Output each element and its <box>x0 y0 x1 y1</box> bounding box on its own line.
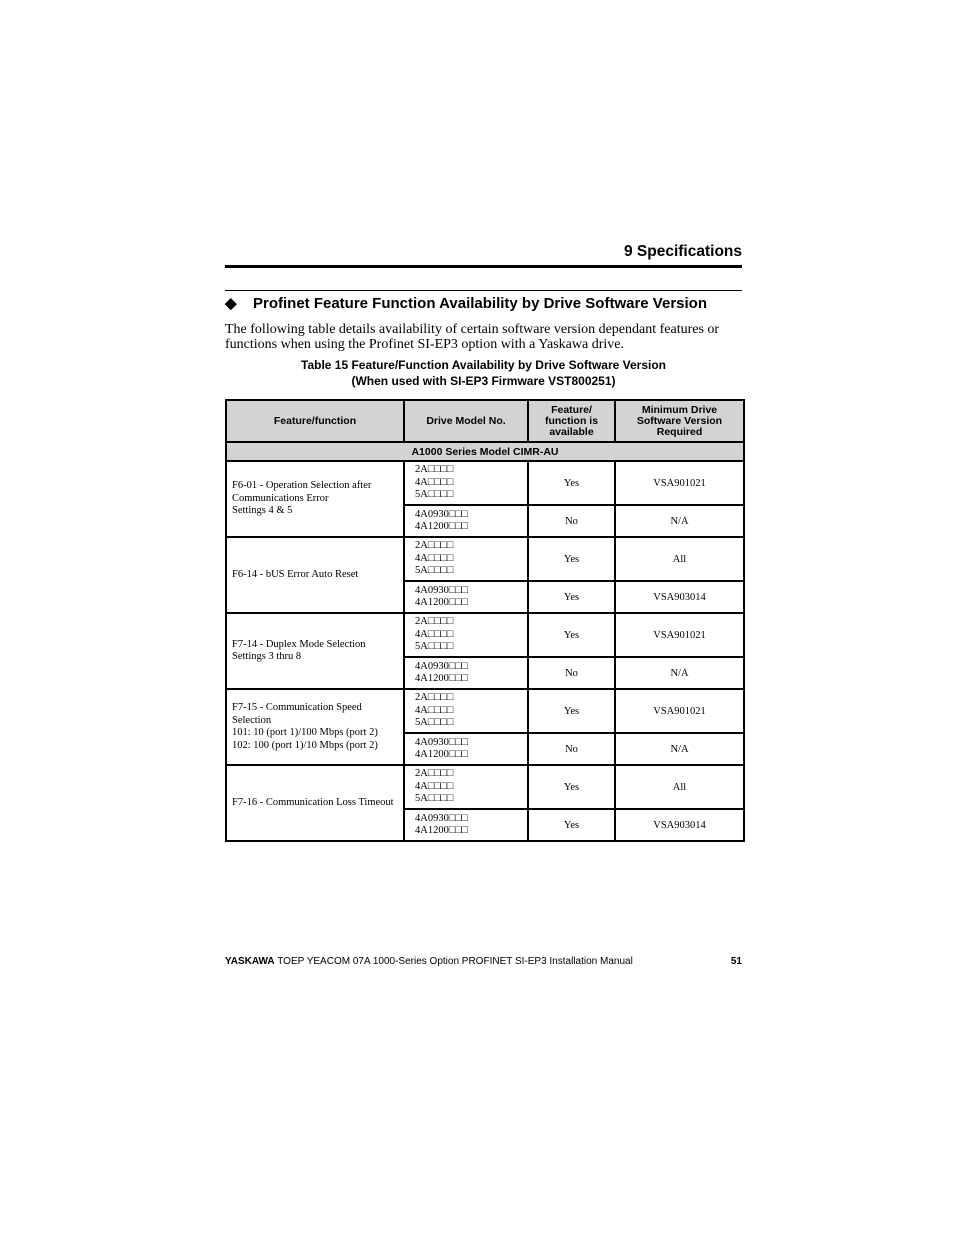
available-cell: Yes <box>528 809 615 841</box>
feature-line: 101: 10 (port 1)/100 Mbps (port 2) <box>232 727 378 738</box>
page-number: 51 <box>730 956 742 967</box>
model-cell <box>404 581 528 613</box>
model-cell <box>404 657 528 689</box>
available-cell: Yes <box>528 581 615 613</box>
feature-line: F6-01 - Operation Selection after <box>232 480 372 492</box>
version-cell: VSA901021 <box>615 461 744 505</box>
footer-text: TOEP YEACOM 07A 1000-Series Option PROFINET SI-EP3 Installation Manual <box>274 956 633 967</box>
caption-line-1: Table 15 Feature/Function Availability by Drive Software Version <box>301 358 666 372</box>
feature-cell <box>226 537 404 613</box>
footer-manual-title <box>225 956 633 967</box>
feature-line: Settings 3 thru 8 <box>232 651 302 662</box>
model-number: 4A□□□□ <box>415 552 454 564</box>
table-row <box>226 689 744 733</box>
available-cell: Yes <box>528 613 615 657</box>
model-number: 2A□□□□ <box>415 616 454 628</box>
feature-cell <box>226 613 404 689</box>
table-row <box>226 537 744 581</box>
model-cell <box>404 765 528 809</box>
model-number: 4A0930□□□ <box>415 508 468 520</box>
version-cell: N/A <box>615 505 744 537</box>
caption-line-2: (When used with SI-EP3 Firmware VST800251) <box>351 374 616 388</box>
feature-cell <box>226 765 404 841</box>
available-cell: No <box>528 733 615 765</box>
version-cell: VSA901021 <box>615 613 744 657</box>
model-cell <box>404 733 528 765</box>
header-model: Drive Model No. <box>404 400 528 442</box>
model-cell <box>404 689 528 733</box>
model-number: 4A0930□□□ <box>415 736 468 748</box>
available-cell: No <box>528 657 615 689</box>
feature-cell <box>226 689 404 765</box>
version-cell: N/A <box>615 733 744 765</box>
feature-line: Communications Error <box>232 492 329 504</box>
table-row <box>226 765 744 809</box>
model-number: 4A1200□□□ <box>415 749 468 760</box>
model-number: 4A0930□□□ <box>415 812 468 824</box>
model-number: 5A□□□□ <box>415 641 454 653</box>
model-number: 5A□□□□ <box>415 717 454 729</box>
model-number: 4A1200□□□ <box>415 521 468 532</box>
version-cell: All <box>615 765 744 809</box>
version-cell: VSA901021 <box>615 689 744 733</box>
model-number: 5A□□□□ <box>415 565 454 577</box>
version-cell: VSA903014 <box>615 809 744 841</box>
version-cell: VSA903014 <box>615 581 744 613</box>
header-rule <box>225 265 742 268</box>
header-available: Feature/ function is available <box>528 400 615 442</box>
heading-rule <box>225 290 742 291</box>
version-cell: All <box>615 537 744 581</box>
model-number: 4A1200□□□ <box>415 597 468 608</box>
available-cell: No <box>528 505 615 537</box>
header-version: Minimum Drive Software Version Required <box>615 400 744 442</box>
model-number: 2A□□□□ <box>415 540 454 552</box>
model-cell <box>404 537 528 581</box>
feature-line: Selection <box>232 714 272 726</box>
model-number: 4A1200□□□ <box>415 673 468 684</box>
model-number: 4A□□□□ <box>415 476 454 488</box>
section-header: 9 Specifications <box>623 243 742 260</box>
table-row <box>226 613 744 657</box>
table-caption <box>225 357 742 389</box>
model-cell <box>404 461 528 505</box>
feature-availability-table <box>225 399 745 842</box>
model-number: 4A0930□□□ <box>415 660 468 672</box>
model-number: 2A□□□□ <box>415 464 454 476</box>
model-number: 4A0930□□□ <box>415 584 468 596</box>
feature-line: 102: 100 (port 1)/10 Mbps (port 2) <box>232 739 378 751</box>
intro-paragraph: The following table details availability of certain software version dependant features or functions when using the Profinet SI-EP3 option with a Yaskawa drive. <box>225 322 720 352</box>
feature-line: F7-14 - Duplex Mode Selection <box>232 638 366 650</box>
footer-brand: YASKAWA <box>225 956 275 967</box>
group-label: A1000 Series Model CIMR-AU <box>226 442 744 461</box>
model-number: 4A□□□□ <box>415 704 454 716</box>
feature-cell <box>226 461 404 537</box>
feature-line: F6-14 - bUS Error Auto Reset <box>232 568 359 580</box>
available-cell: Yes <box>528 765 615 809</box>
model-number: 4A□□□□ <box>415 628 454 640</box>
feature-line: F7-15 - Communication Speed <box>232 702 362 713</box>
header-feature: Feature/function <box>226 400 404 442</box>
version-cell: N/A <box>615 657 744 689</box>
table-row <box>226 461 744 505</box>
feature-line: Settings 4 & 5 <box>232 505 293 517</box>
model-number: 5A□□□□ <box>415 793 454 805</box>
model-number: 4A1200□□□ <box>415 825 468 836</box>
section-heading <box>225 294 745 312</box>
table-group-row <box>226 442 744 461</box>
model-number: 2A□□□□ <box>415 692 454 704</box>
model-number: 4A□□□□ <box>415 780 454 792</box>
available-cell: Yes <box>528 461 615 505</box>
heading-title: Profinet Feature Function Availability by Drive Software Version <box>253 295 707 312</box>
available-cell: Yes <box>528 689 615 733</box>
model-cell <box>404 809 528 841</box>
feature-line: F7-16 - Communication Loss Timeout <box>232 796 394 808</box>
model-number: 2A□□□□ <box>415 768 454 780</box>
model-cell <box>404 505 528 537</box>
diamond-bullet-icon: ◆ <box>225 295 237 312</box>
table-header-row <box>226 400 744 442</box>
model-number: 5A□□□□ <box>415 489 454 501</box>
available-cell: Yes <box>528 537 615 581</box>
model-cell <box>404 613 528 657</box>
